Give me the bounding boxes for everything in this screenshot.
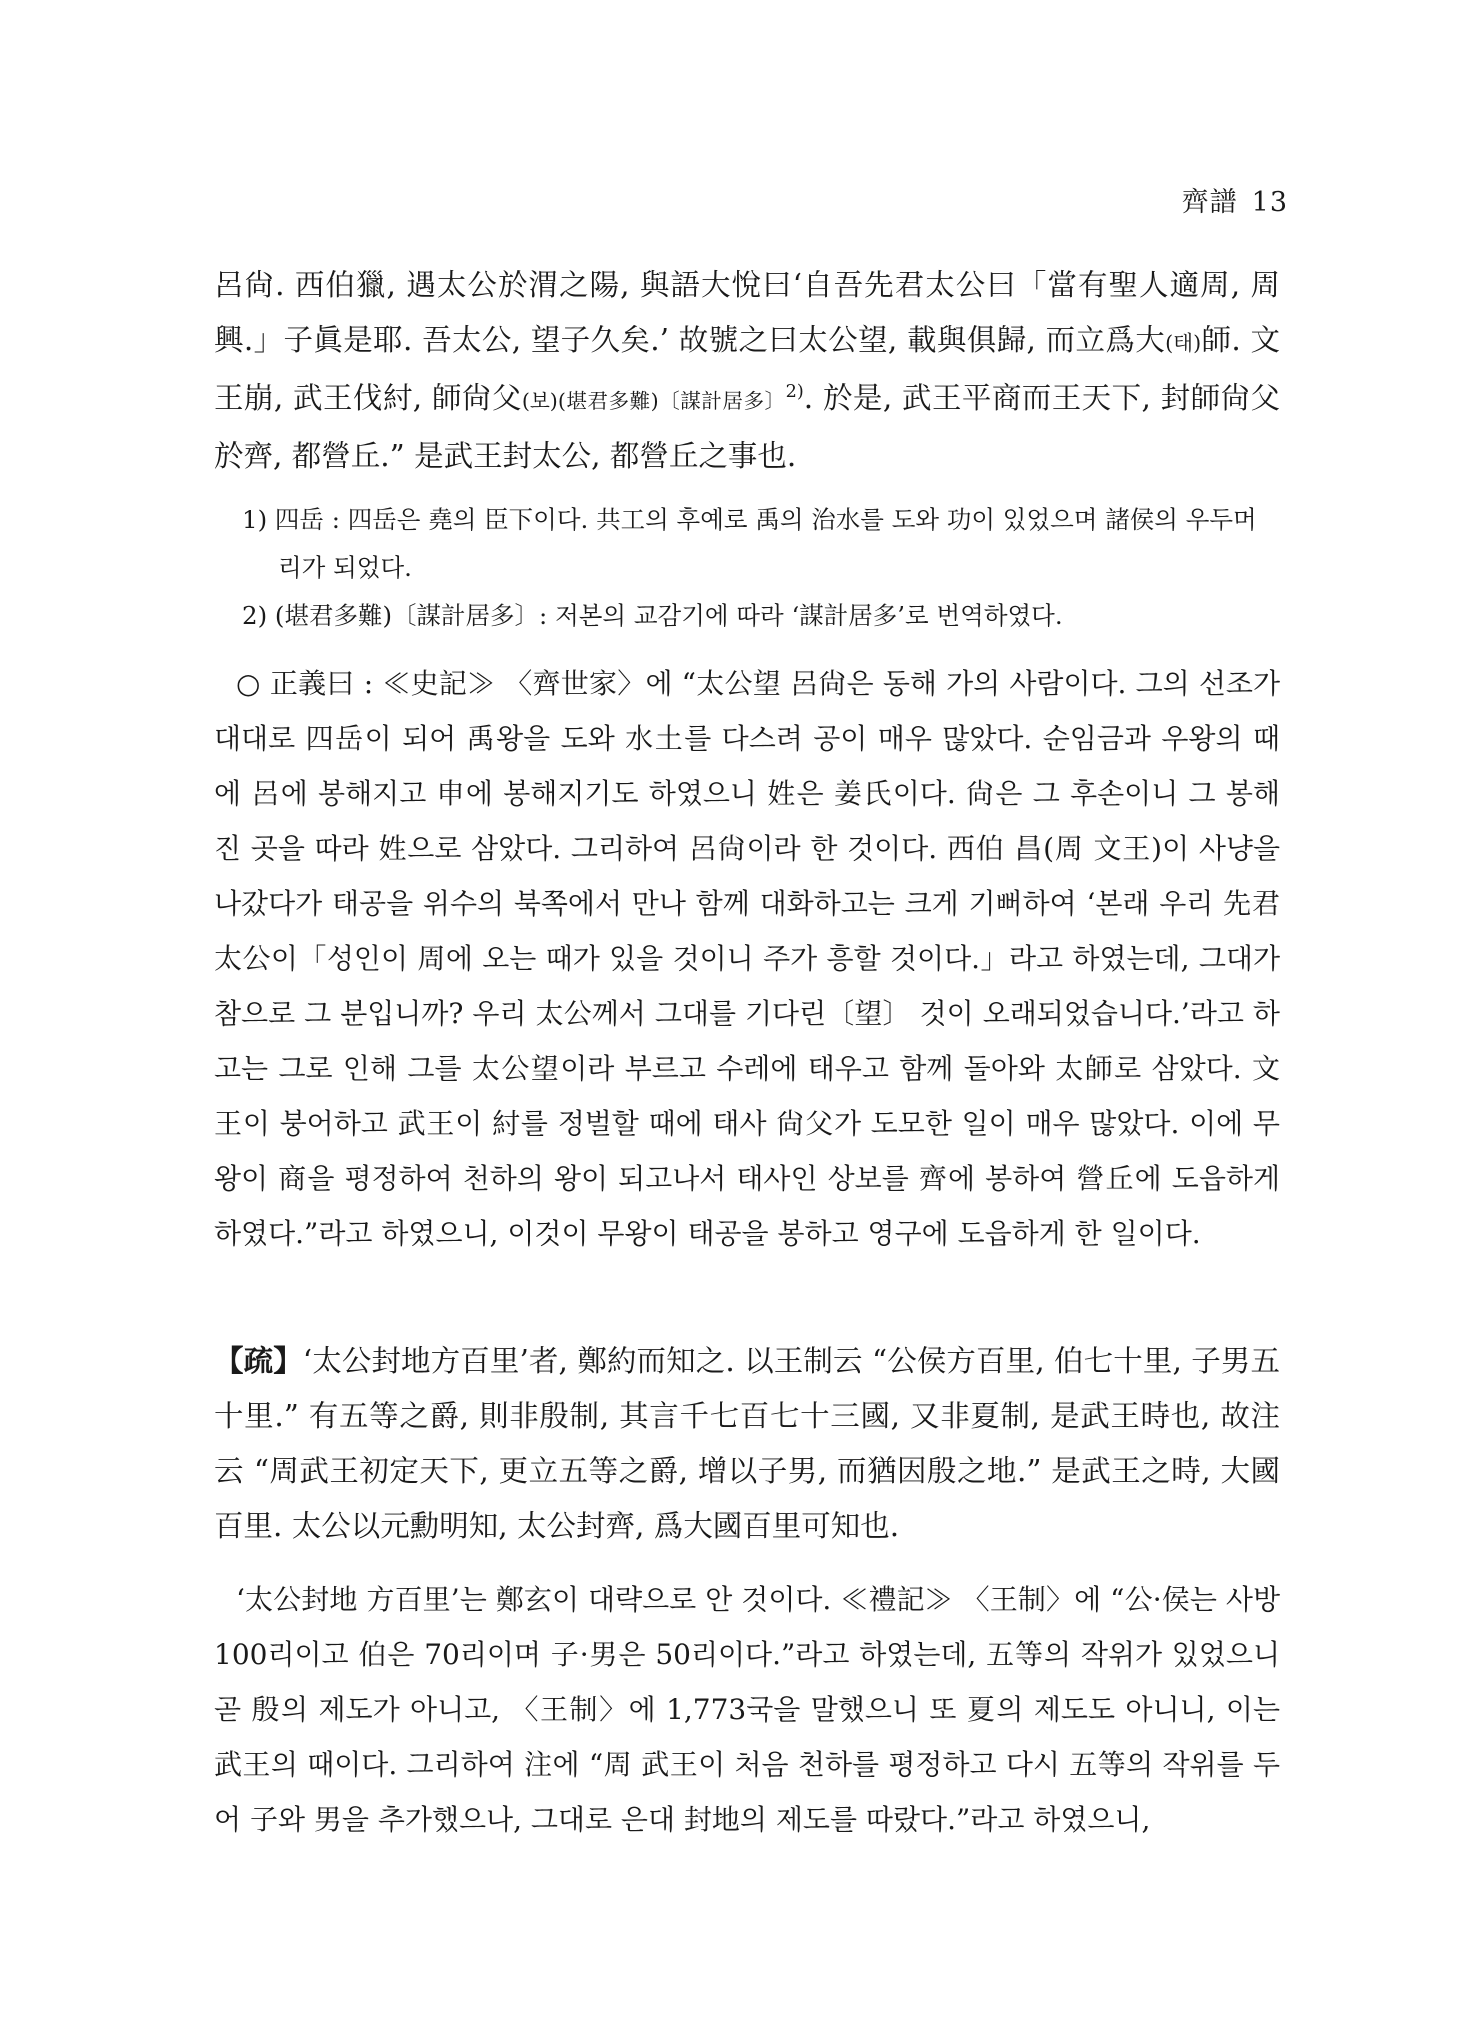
commentary-block	[214, 1333, 1280, 1554]
commentary-text: ‘太公封地方百里’者, 鄭約而知之. 以王制云 “公侯方百里, 伯七十里, 子男五十里.” 有五等之爵, 則非殷制, 其言千七百七十三國, 又非夏制, 是武王時也, 故注云 “周武王初定天下, 更立五等之爵, 增以子男, 而猶因殷之地.” 是武王之時, 大國百里. 太公以元勳明知, 太公封齊, 爲大國百里可知也.	[214, 1344, 1280, 1543]
footnote-ref: 2)	[785, 382, 804, 403]
footnote: 1) 四岳 : 四岳은 堯의 臣下이다. 共工의 후예로 禹의 治水를 도와 功이 있었으며 諸侯의 우두머리가 되었다.	[242, 505, 1257, 582]
commentary-tag: 【疏】	[214, 1343, 303, 1378]
classical-text-block	[214, 258, 1280, 484]
running-head	[1182, 180, 1288, 219]
running-head-title: 齊譜	[1181, 187, 1238, 218]
footnote: 2) (堪君多難)〔謀計居多〕: 저본의 교감기에 따라 ‘謀計居多’로 번역하였다.	[242, 601, 1063, 630]
collation-note-inline: (堪君多難)〔謀計居多〕	[557, 389, 786, 413]
page-body	[214, 258, 1280, 1847]
translation-paragraph: ○ 正義曰 : ≪史記≫ 〈齊世家〉에 “太公望 呂尙은 동해 가의 사람이다. 그의 선조가 대대로 四岳이 되어 禹왕을 도와 水土를 다스려 공이 매우 많았다. 순임금과 우왕의 때에 呂에 봉해지고 申에 봉해지기도 하였으니 姓은 姜氏이다. 尙은 그 후손이니 그 봉해진 곳을 따라 姓으로 삼았다. 그리하여 呂尙이라 한 것이다. 西伯 昌(周 文王)이 사냥을 나갔다가 태공을 위수의 북쪽에서 만나 함께 대화하고는 크게 기뻐하여 ‘본래 우리 先君 太公이「성인이 周에 오는 때가 있을 것이니 주가 흥할 것이다.」라고 하였는데, 그대가 참으로 그 분입니까? 우리 太公께서 그대를 기다린〔望〕 것이 오래되었습니다.’라고 하고는 그로 인해 그를 太公望이라 부르고 수레에 태우고 함께 돌아와 太師로 삼았다. 文王이 붕어하고 武王이 紂를 정벌할 때에 태사 尙父가 도모한 일이 매우 많았다. 이에 무왕이 商을 평정하여 천하의 왕이 되고나서 태사인 상보를 齊에 봉하여 營丘에 도읍하게 하였다.”라고 하였으니, 이것이 무왕이 태공을 봉하고 영구에 도읍하게 한 일이다.	[214, 667, 1280, 1250]
classical-text-part: . 於是, 武王平商而王天下, 封師尙父於齊, 都營丘.” 是武王封太公, 都營丘之事也.	[214, 381, 1281, 473]
footnotes	[214, 496, 1280, 640]
section-gap	[214, 1261, 1280, 1333]
classical-text-part: 師. 文王崩, 武王伐紂, 師尙父	[214, 323, 1280, 415]
reading-gloss: (보)	[521, 389, 558, 413]
paragraph-gap	[214, 1554, 1280, 1572]
reading-gloss: (태)	[1165, 331, 1202, 355]
page-number: 13	[1251, 187, 1288, 218]
classical-text-part: 呂尙. 西伯獵, 遇太公於渭之陽, 與語大悅曰‘自吾先君太公曰「當有聖人適周, 周興.」子眞是耶. 吾太公, 望子久矣.’ 故號之曰太公望, 載與俱歸, 而立爲大	[214, 268, 1280, 357]
translation-paragraph: ‘太公封地 方百里’는 鄭玄이 대략으로 안 것이다. ≪禮記≫ 〈王制〉에 “公·侯는 사방 100리이고 伯은 70리이며 子·男은 50리이다.”라고 하였는데, 五等의 작위가 있었으니 곧 殷의 제도가 아니고, 〈王制〉에 1,773국을 말했으니 또 夏의 제도도 아니니, 이는 武王의 때이다. 그리하여 注에 “周 武王이 처음 천하를 평정하고 다시 五等의 작위를 두어 子와 男을 추가했으나, 그대로 은대 封地의 제도를 따랐다.”라고 하였으니,	[214, 1583, 1280, 1836]
